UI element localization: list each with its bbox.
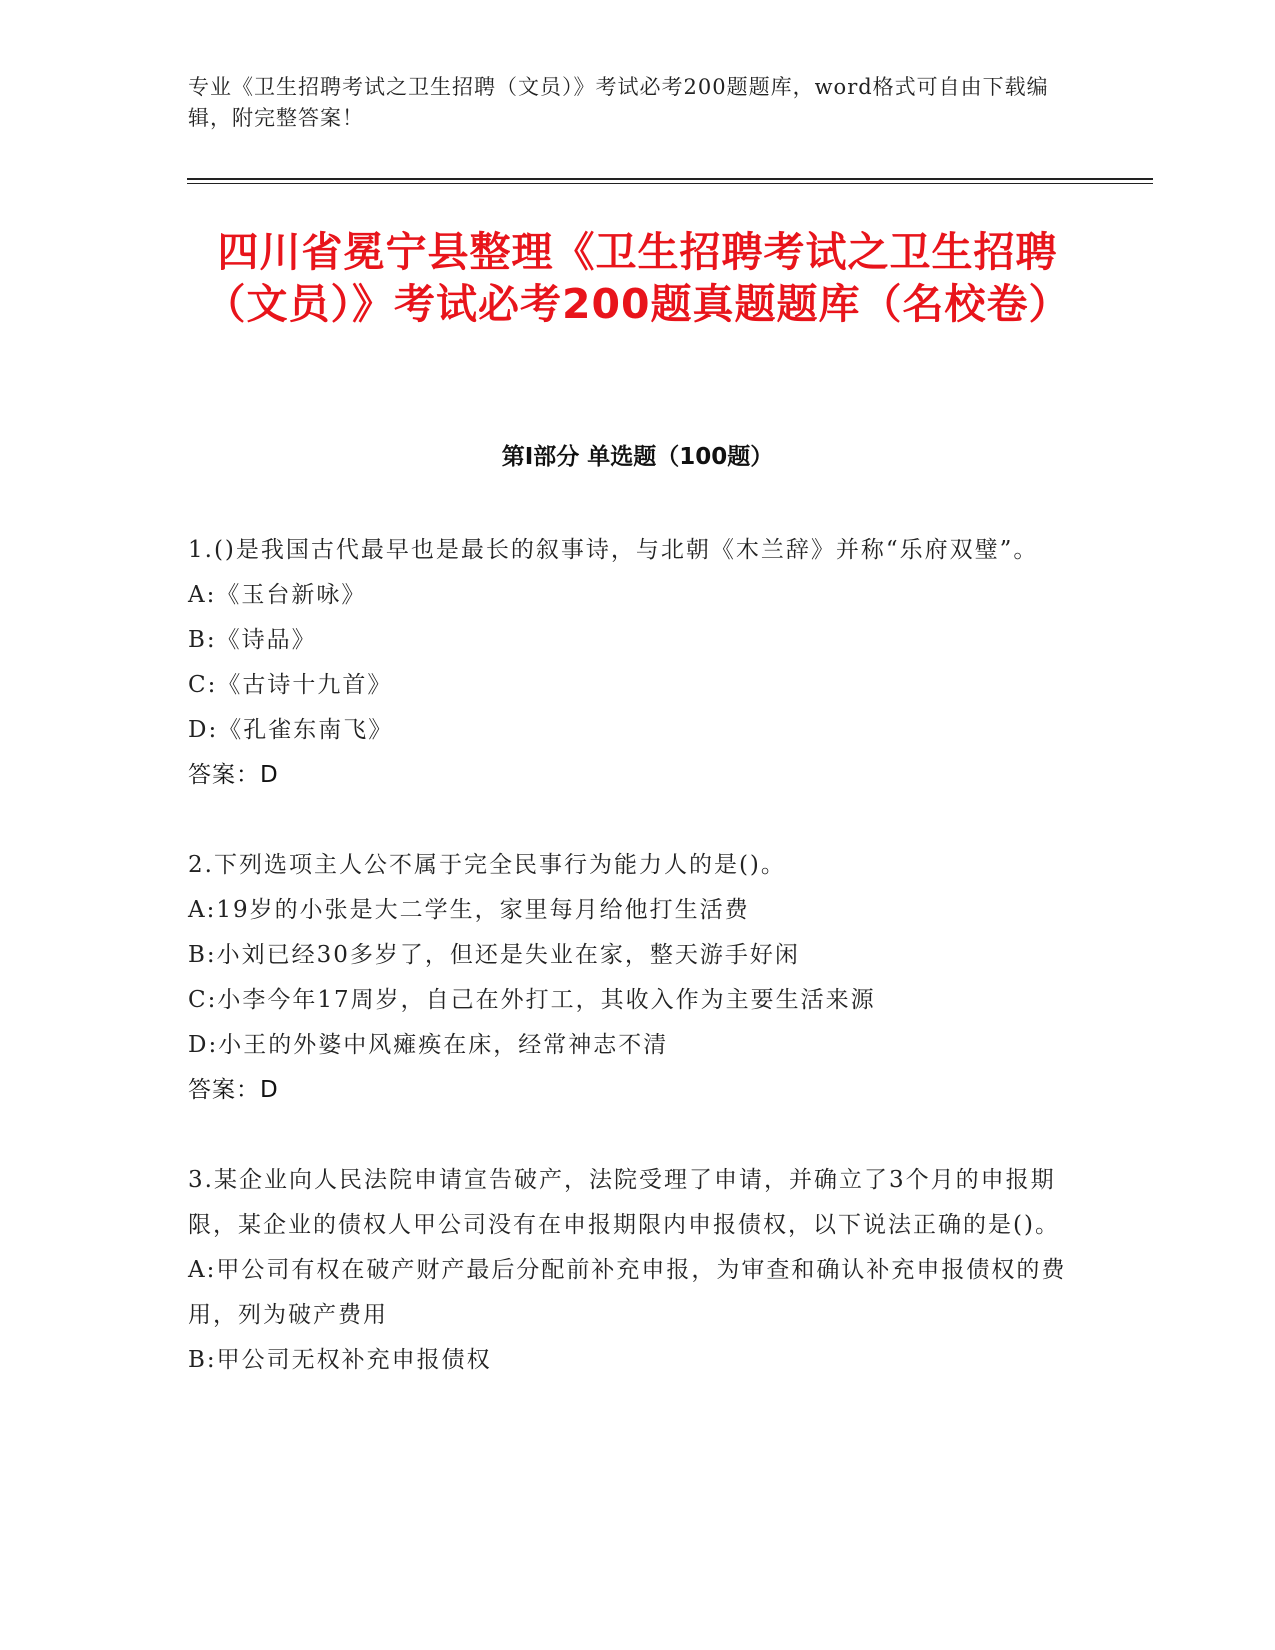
option-d: D:《孔雀东南飞》 bbox=[188, 717, 394, 743]
option-c: C:《古诗十九首》 bbox=[188, 672, 393, 698]
header-divider bbox=[187, 178, 1153, 180]
option-a: A:《玉台新咏》 bbox=[188, 582, 367, 608]
header-divider-thin bbox=[187, 183, 1153, 184]
option-b: B:《诗品》 bbox=[188, 627, 317, 653]
option-b: B:甲公司无权补充申报债权 bbox=[188, 1347, 492, 1373]
question-stem: 2.下列选项主人公不属于完全民事行为能力人的是()。 bbox=[188, 852, 786, 878]
document-title: 四川省冕宁县整理《卫生招聘考试之卫生招聘（文员）》考试必考200题真题题库（名校卷） bbox=[204, 228, 1071, 328]
answer-label: 答案：D bbox=[188, 762, 279, 788]
option-d: D:小王的外婆中风瘫痪在床，经常神志不清 bbox=[188, 1032, 669, 1058]
option-c: C:小李今年17周岁，自己在外打工，其收入作为主要生活来源 bbox=[188, 987, 876, 1013]
question-stem: 1.()是我国古代最早也是最长的叙事诗，与北朝《木兰辞》并称“乐府双璧”。 bbox=[188, 537, 1039, 563]
answer-label: 答案：D bbox=[188, 1077, 279, 1103]
option-a: A:甲公司有权在破产财产最后分配前补充申报，为审查和确认补充申报债权的费用，列为破产费用 bbox=[188, 1257, 1067, 1328]
question-2 bbox=[188, 843, 1068, 1113]
question-stem: 3.某企业向人民法院申请宣告破产，法院受理了申请，并确立了3个月的申报期限，某企业的债权人甲公司没有在申报期限内申报债权，以下说法正确的是()。 bbox=[188, 1167, 1060, 1238]
question-list bbox=[188, 528, 1068, 1428]
option-b: B:小刘已经30多岁了，但还是失业在家，整天游手好闲 bbox=[188, 942, 800, 968]
question-3 bbox=[188, 1158, 1068, 1383]
section-heading: 第I部分 单选题（100题） bbox=[501, 444, 774, 470]
header-note: 专业《卫生招聘考试之卫生招聘（文员）》考试必考200题题库，word格式可自由下载编辑，附完整答案！ bbox=[188, 75, 1049, 130]
option-a: A:19岁的小张是大二学生，家里每月给他打生活费 bbox=[188, 897, 750, 923]
question-1 bbox=[188, 528, 1068, 798]
